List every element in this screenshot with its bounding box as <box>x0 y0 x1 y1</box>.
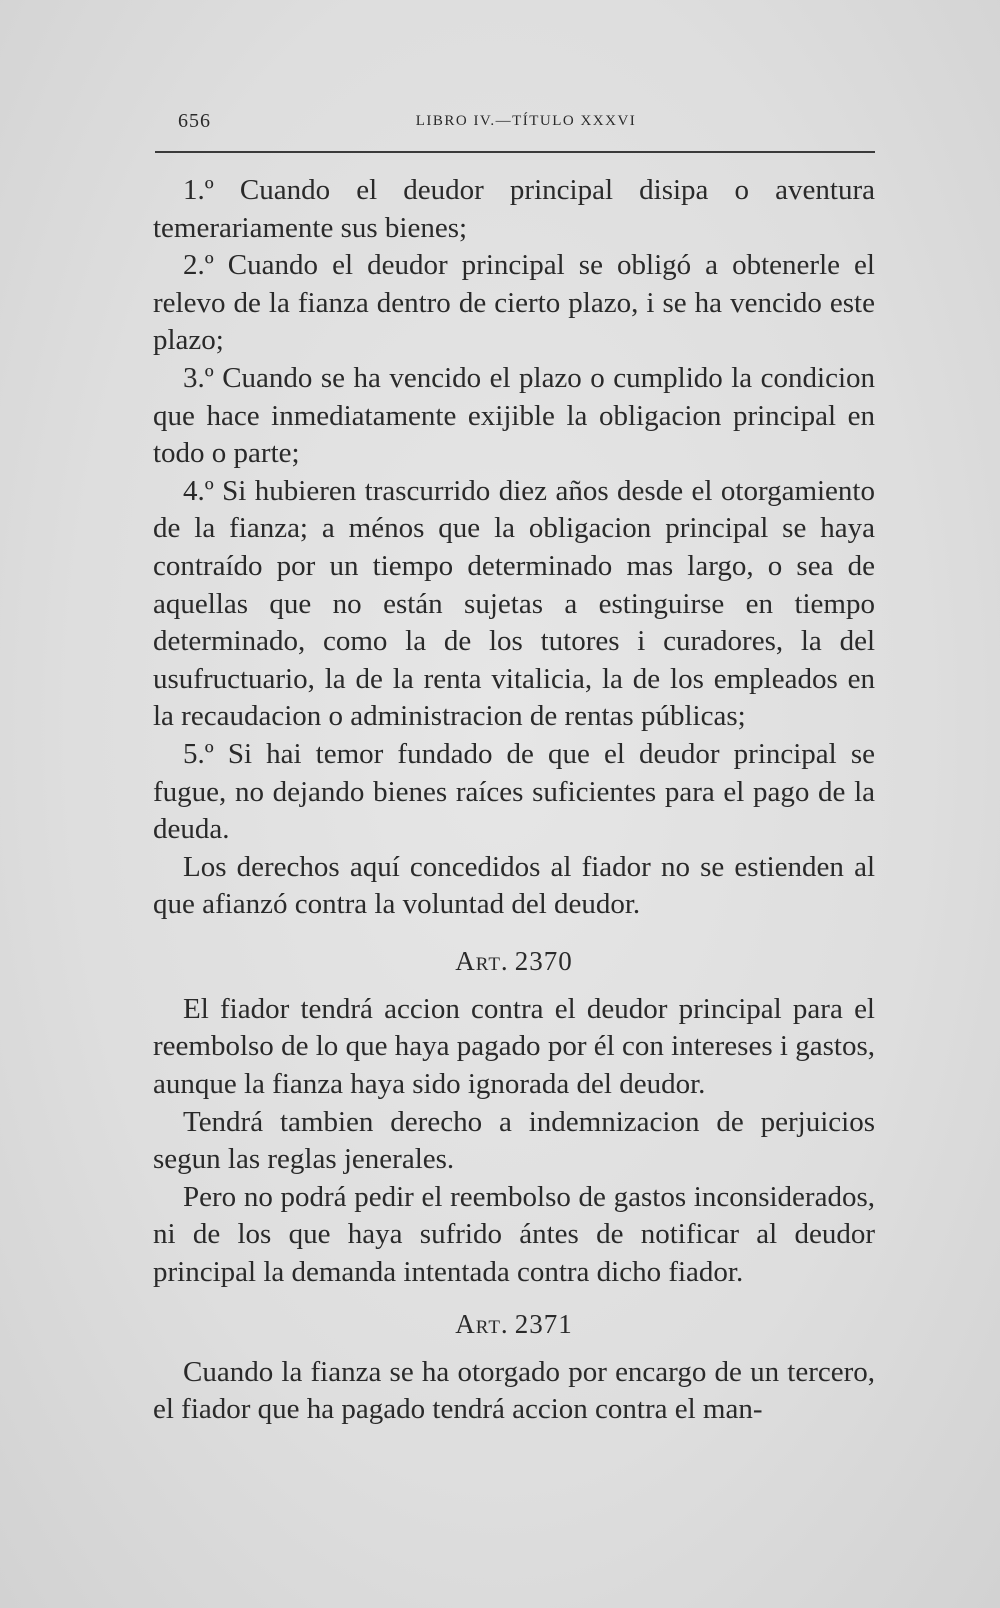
article-number: 2371 <box>514 1308 573 1339</box>
article-2371-paragraph-1: Cuando la fianza se ha otorgado por encargo de un tercero, el fiador que ha pagado tendrá accion contra el man- <box>153 1355 875 1426</box>
list-item-2: 2.º Cuando el deudor principal se obligó a obtenerle el relevo de la fianza dentro de cierto plazo, i se ha vencido este plazo; <box>153 249 875 357</box>
header-rule <box>155 151 875 153</box>
list-item-1: 1.º Cuando el deudor principal disipa o aventura temerariamente sus bienes; <box>153 174 875 244</box>
article-2370-paragraph-2: Tendrá tambien derecho a indemnizacion de perjuicios segun las reglas jenerales. <box>153 1105 875 1176</box>
page-body <box>153 172 875 1429</box>
article-heading-2371 <box>153 1306 875 1342</box>
page-header <box>178 110 874 140</box>
list-item-4: 4.º Si hubieren trascurrido diez años desde el otorgamiento de la fianza; a ménos que la obligacion principal se haya contraído por un tiempo determinado mas largo, o sea de aquellas que no están sujetas a estinguirse en tiempo determinado, como la de los tutores i curadores, la del usufructuario, la de la renta vitalicia, la de los empleados en la recaudacion o administracion de rentas públicas; <box>153 474 875 733</box>
list-item-5: 5.º Si hai temor fundado de que el deudor principal se fugue, no dejando bienes raíces suficientes para el pago de la deuda. <box>153 737 875 846</box>
closing-paragraph: Los derechos aquí concedidos al fiador no se estienden al que afianzó contra la voluntad del deudor. <box>153 850 875 921</box>
page-number: 656 <box>178 110 211 132</box>
article-number: 2370 <box>514 945 573 976</box>
article-heading-2370 <box>153 943 875 979</box>
article-label: Art. <box>455 1308 509 1339</box>
article-2370-paragraph-3: Pero no podrá pedir el reembolso de gastos inconsiderados, ni de los que haya sufrido ántes de notificar al deudor principal la demanda intentada contra dicho fiador. <box>153 1180 875 1289</box>
article-2370-paragraph-1: El fiador tendrá accion contra el deudor principal para el reembolso de lo que haya pagado por él con intereses i gastos, aunque la fianza haya sido ignorada del deudor. <box>153 992 875 1101</box>
running-head: LIBRO IV.—TÍTULO XXXVI <box>415 113 637 129</box>
article-label: Art. <box>455 945 509 976</box>
list-item-3: 3.º Cuando se ha vencido el plazo o cumplido la condicion que hace inmediatamente exijible la obligacion principal en todo o parte; <box>153 361 875 470</box>
